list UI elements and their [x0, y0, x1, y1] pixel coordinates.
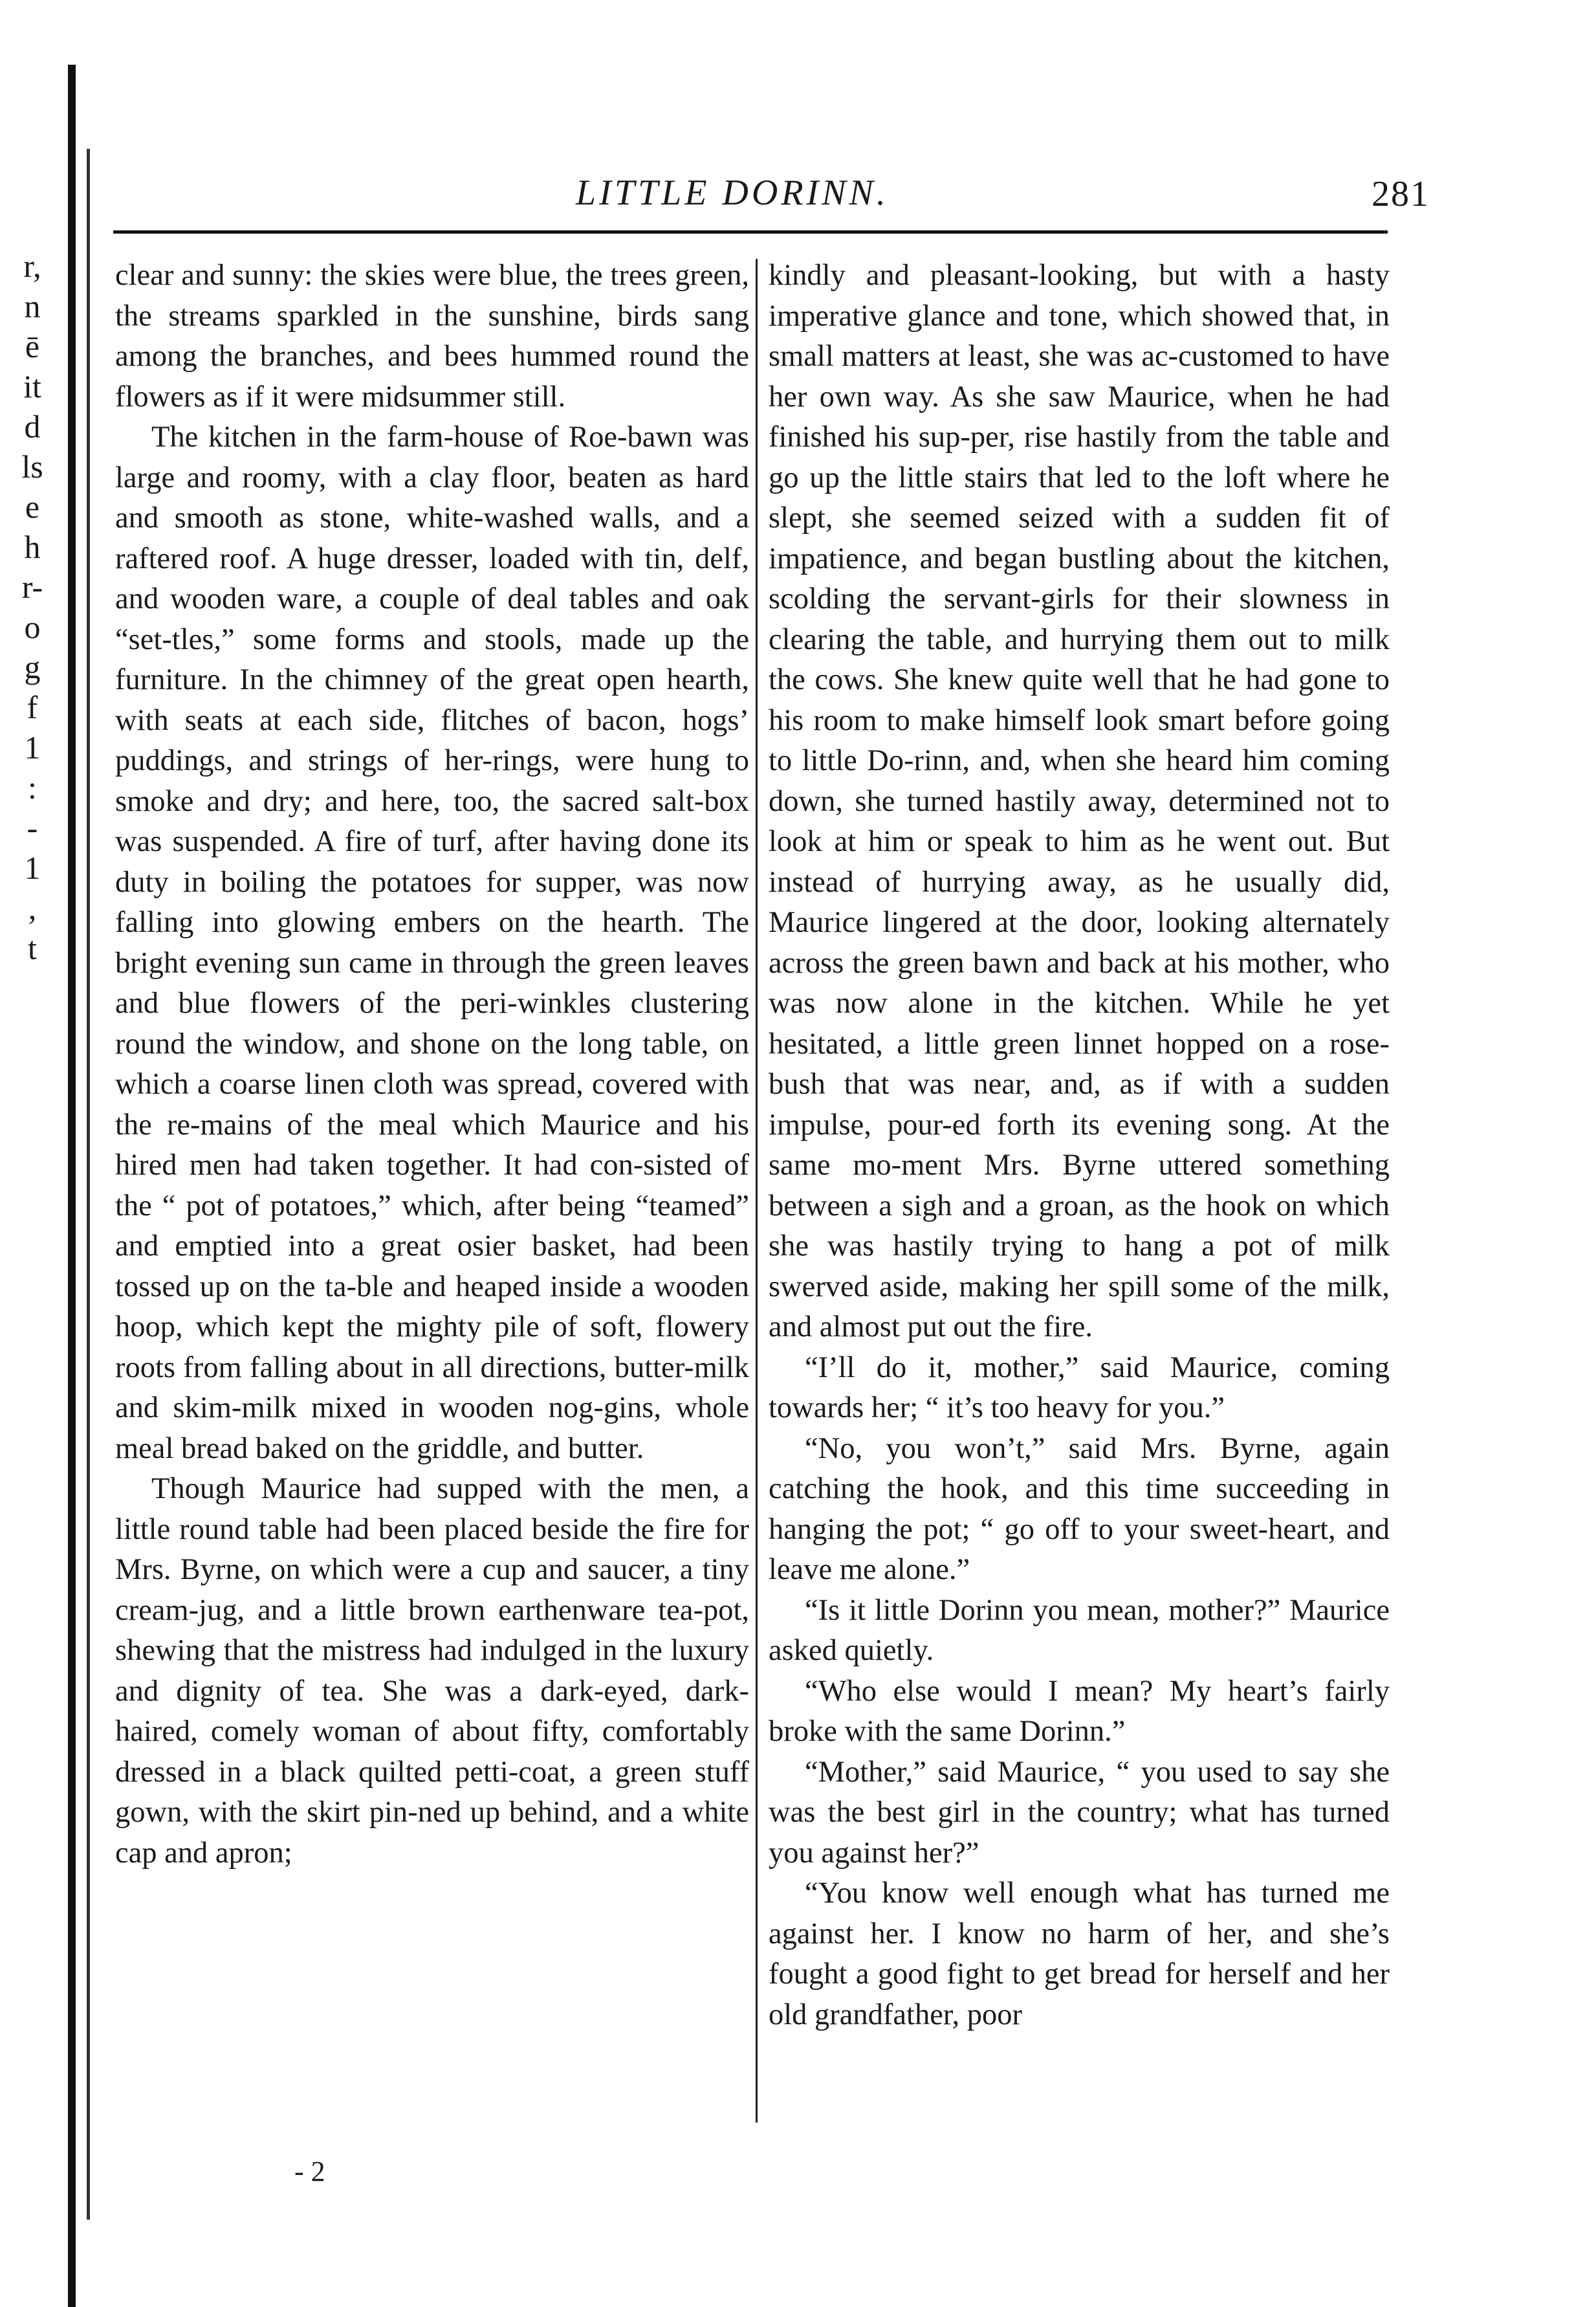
margin-fragment: : — [28, 769, 37, 806]
page-number: 281 — [1372, 174, 1430, 214]
right-column — [769, 256, 1390, 2035]
margin-fragment: 1 — [24, 729, 41, 766]
margin-fragment: d — [24, 408, 41, 445]
margin-fragment: 1 — [24, 850, 41, 886]
margin-fragment: ls — [21, 448, 43, 485]
margin-fragment: it — [23, 368, 41, 404]
margin-fragment: ē — [25, 328, 40, 364]
paragraph: “I’ll do it, mother,” said Maurice, coming towards her; “ it’s too heavy for you.” — [769, 1351, 1390, 1424]
margin-fragment: h — [24, 529, 41, 565]
margin-fragment: - — [27, 810, 38, 846]
margin-fragment: t — [28, 930, 37, 966]
margin-fragment: r, — [23, 248, 41, 284]
header-rule — [113, 230, 1388, 234]
paragraph: “You know well enough what has turned me against her. I know no harm of her, and she’s fought a good fight to get bread for herself and her old grandfather, poor — [769, 1877, 1390, 2031]
paragraph: “Mother,” said Maurice, “ you used to say she was the best girl in the country; what has turned you against her?” — [769, 1755, 1390, 1870]
margin-fragment: o — [24, 609, 41, 645]
margin-fragment: f — [27, 689, 38, 725]
paragraph: clear and sunny: the skies were blue, the trees green, the streams sparkled in the sunshine, birds sang among the branches, and bees hummed round the flowers as if it were midsummer still. — [115, 259, 749, 414]
paragraph: “Who else would I mean? My heart’s fairly broke with the same Dorinn.” — [769, 1674, 1390, 1748]
paragraph: “Is it little Dorinn you mean, mother?” Maurice asked quietly. — [769, 1593, 1390, 1667]
paragraph: Though Maurice had supped with the men, a little round table had been placed beside the fire for Mrs. Byrne, on which were a cup and saucer, a tiny cream-jug, and a little brown earthenware tea-pot, shewing that the mistress had indulged in the luxury and dignity of tea. She was a dark-eyed, dark-haired, comely woman of about fifty, comfortably dressed in a black quilted petti-coat, a green stuff gown, with the skirt pin-ned up behind, and a white cap and apron; — [115, 1472, 749, 1870]
page-header — [110, 154, 1430, 225]
scan-binding-edge — [68, 65, 76, 2307]
scan-binding-shadow — [87, 149, 90, 2220]
paragraph: “No, you won’t,” said Mrs. Byrne, again catching the hook, and this time succeeding in hanging the pot; “ go off to your sweet-heart, and leave me alone.” — [769, 1431, 1390, 1586]
column-divider — [756, 259, 758, 2123]
margin-fragment: g — [24, 649, 41, 685]
left-column — [115, 256, 749, 1873]
paragraph: The kitchen in the farm-house of Roe-bawn was large and roomy, with a clay floor, beaten as hard and smooth as stone, white-washed walls, and a raftered roof. A huge dresser, loaded with tin, delf, and wooden ware, a couple of deal tables and oak “set-tles,” some forms and stools, made up the furniture. In the chimney of the great open hearth, with seats at each side, flitches of bacon, hogs’ puddings, and strings of her-rings, were hung to smoke and dry; and here, too, the sacred salt-box was suspended. A fire of turf, after having done its duty in boiling the potatoes for supper, was now falling into glowing embers on the hearth. The bright evening sun came in through the green leaves and blue flowers of the peri-winkles clustering round the window, and shone on the long table, on which a coarse linen cloth was spread, covered with the re-mains of the meal which Maurice and his hired men had taken together. It had con-sisted of the “ pot of potatoes,” which, after being “teamed” and emptied into a great osier basket, had been tossed up on the ta-ble and heaped inside a wooden hoop, which kept the mighty pile of soft, flowery roots from falling about in all directions, butter-milk and skim-milk mixed in wooden nog-gins, whole meal bread baked on the griddle, and butter. — [115, 421, 749, 1465]
margin-fragment: e — [25, 489, 40, 525]
signature-mark: - 2 — [294, 2156, 325, 2187]
running-title: LITTLE DORINN. — [576, 173, 889, 213]
margin-fragments — [0, 246, 65, 968]
paragraph: kindly and pleasant-looking, but with a hasty imperative glance and tone, which showed that, in small matters at least, she was ac-customed to have her own way. As she saw Maurice, when he had finished his sup-per, rise hastily from the table and go up the little stairs that led to the loft where he slept, she seemed seized with a sudden fit of impatience, and began bustling about the kitchen, scolding the servant-girls for their slowness in clearing the table, and hurrying them out to milk the cows. She knew quite well that he had gone to his room to make himself look smart before going to little Do-rinn, and, when she heard him coming down, she turned hastily away, determined not to look at him or speak to him as he went out. But instead of hurrying away, as he usually did, Maurice lingered at the door, looking alternately across the green bawn and back at his mother, who was now alone in the kitchen. While he yet hesitated, a little green linnet hopped on a rose-bush that was near, and, as if with a sudden impulse, pour-ed forth its evening song. At the same mo-ment Mrs. Byrne uttered something between a sigh and a groan, as the hook on which she was hastily trying to hang a pot of milk swerved aside, making her spill some of the milk, and almost put out the fire. — [769, 259, 1390, 1343]
margin-fragment: n — [24, 288, 41, 324]
margin-fragment: r- — [21, 569, 43, 605]
margin-fragment: , — [28, 890, 37, 926]
